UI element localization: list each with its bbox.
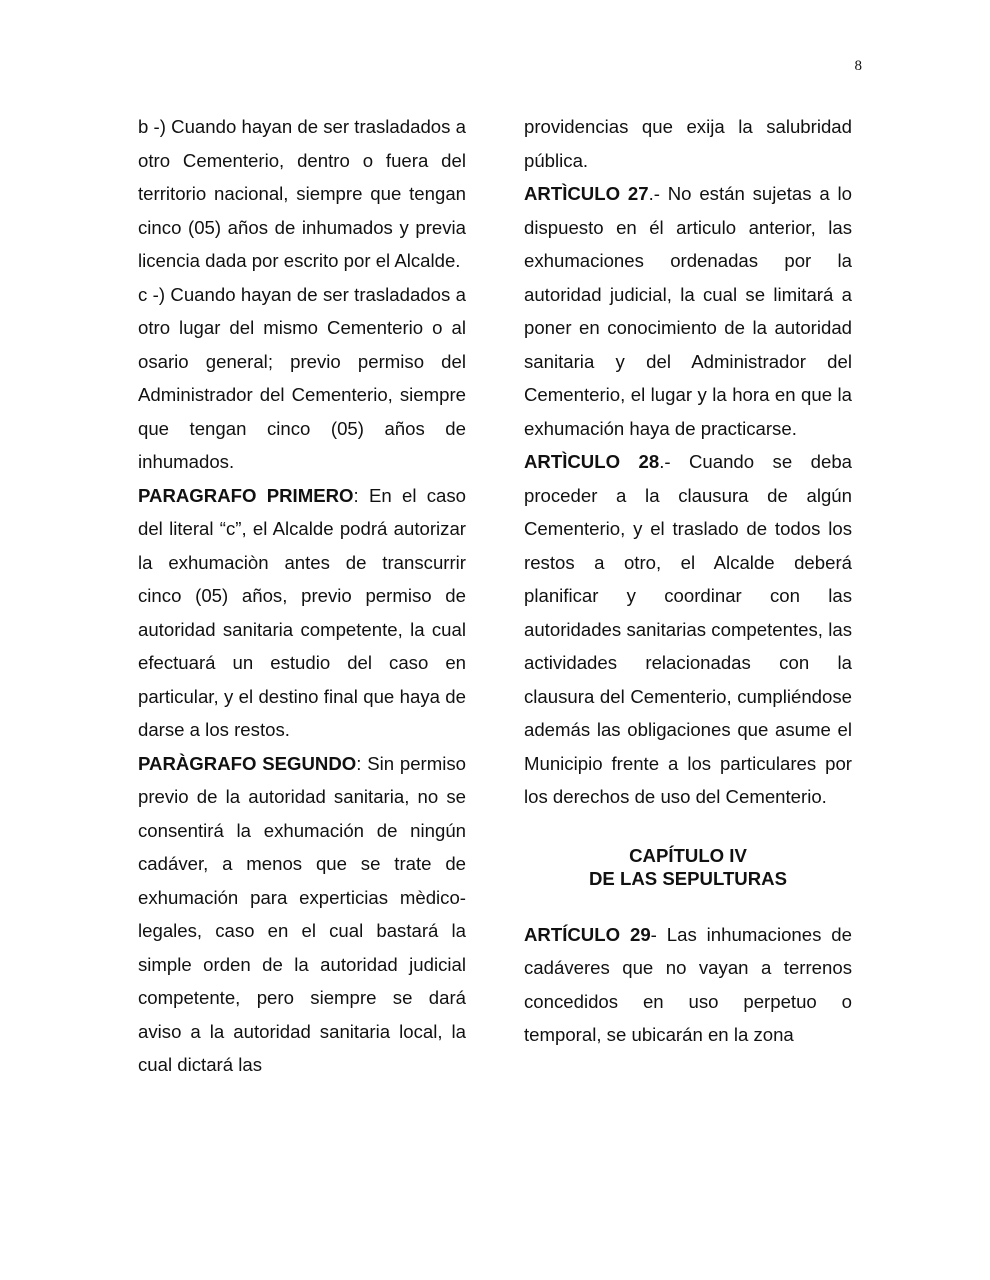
paragraph-segundo-heading: PARÀGRAFO SEGUNDO (138, 752, 357, 774)
left-column (138, 110, 466, 1082)
chapter-title: DE LAS SEPULTURAS (588, 867, 787, 889)
article-29 (524, 918, 852, 1052)
article-27-text: .- No están sujetas a lo dispuesto en él articulo anterior, las exhumaciones ordenadas por la autoridad judicial, la cual se limitará a poner en conocimiento de la autoridad sanitaria y del Administrador del Cementerio, el lugar y la hora en que la exhumación haya de practicarse. (524, 183, 852, 439)
paragraph-primero-text: : En el caso del literal “c”, el Alcalde podrá autorizar la exhumaciòn antes de transcurrir cinco (05) años, previo permiso de autoridad sanitaria competente, la cual efectuará un estudio del caso en particular, y el destino final que haya de darse a los restos. (138, 484, 467, 740)
article-29-heading: ARTÍCULO 29 (524, 923, 651, 945)
article-28 (524, 445, 852, 814)
article-28-heading: ARTÌCULO 28 (524, 451, 660, 472)
paragraph-literal-c: c -) Cuando hayan de ser trasladados a otro lugar del mismo Cementerio o al osario general; previo permiso del Administrador del Cementerio, siempre que tengan cinco (05) años de inhumados. (138, 283, 466, 472)
article-29-text: - Las inhumaciones de cadáveres que no vayan a terrenos concedidos en uso perpetuo o temporal, se ubicarán en la zona (524, 923, 852, 1045)
right-column (524, 110, 852, 1052)
paragraph-segundo-text: : Sin permiso previo de la autoridad sanitaria, no se consentirá la exhumación de ningún cadáver, a menos que se trate de exhumación para experticias mèdico-legales, caso en el cual bastará la simple orden de la autoridad judicial competente, pero siempre se dará aviso a la autoridad sanitaria local, la cual dictará las (138, 752, 466, 1075)
paragraph-primero-heading: PARAGRAFO PRIMERO (138, 484, 354, 506)
article-28-text: .- Cuando se deba proceder a la clausura de algún Cementerio, y el traslado de todos los restos a otro, el Alcalde deberá planificar y coordinar con las autoridades sanitarias competentes, las actividades relacionadas con la clausura del Cementerio, cumpliéndose además las obligaciones que asume el Municipio frente a los particulares por los derechos de uso del Cementerio. (524, 451, 852, 807)
chapter-number: CAPÍTULO IV (629, 844, 747, 866)
paragraph-continuation: providencias que exija la salubridad pública. (524, 116, 852, 171)
paragraph-segundo (138, 747, 466, 1082)
page-number: 8 (854, 58, 862, 74)
chapter-heading (524, 844, 852, 890)
article-27-heading: ARTÌCULO 27 (524, 183, 649, 204)
paragraph-primero (138, 479, 466, 747)
paragraph-literal-b: b -) Cuando hayan de ser trasladados a otro Cementerio, dentro o fuera del territorio nacional, siempre que tengan cinco (05) años de inhumados y previa licencia dada por escrito por el Alcalde. (138, 116, 466, 271)
article-27 (524, 177, 852, 445)
